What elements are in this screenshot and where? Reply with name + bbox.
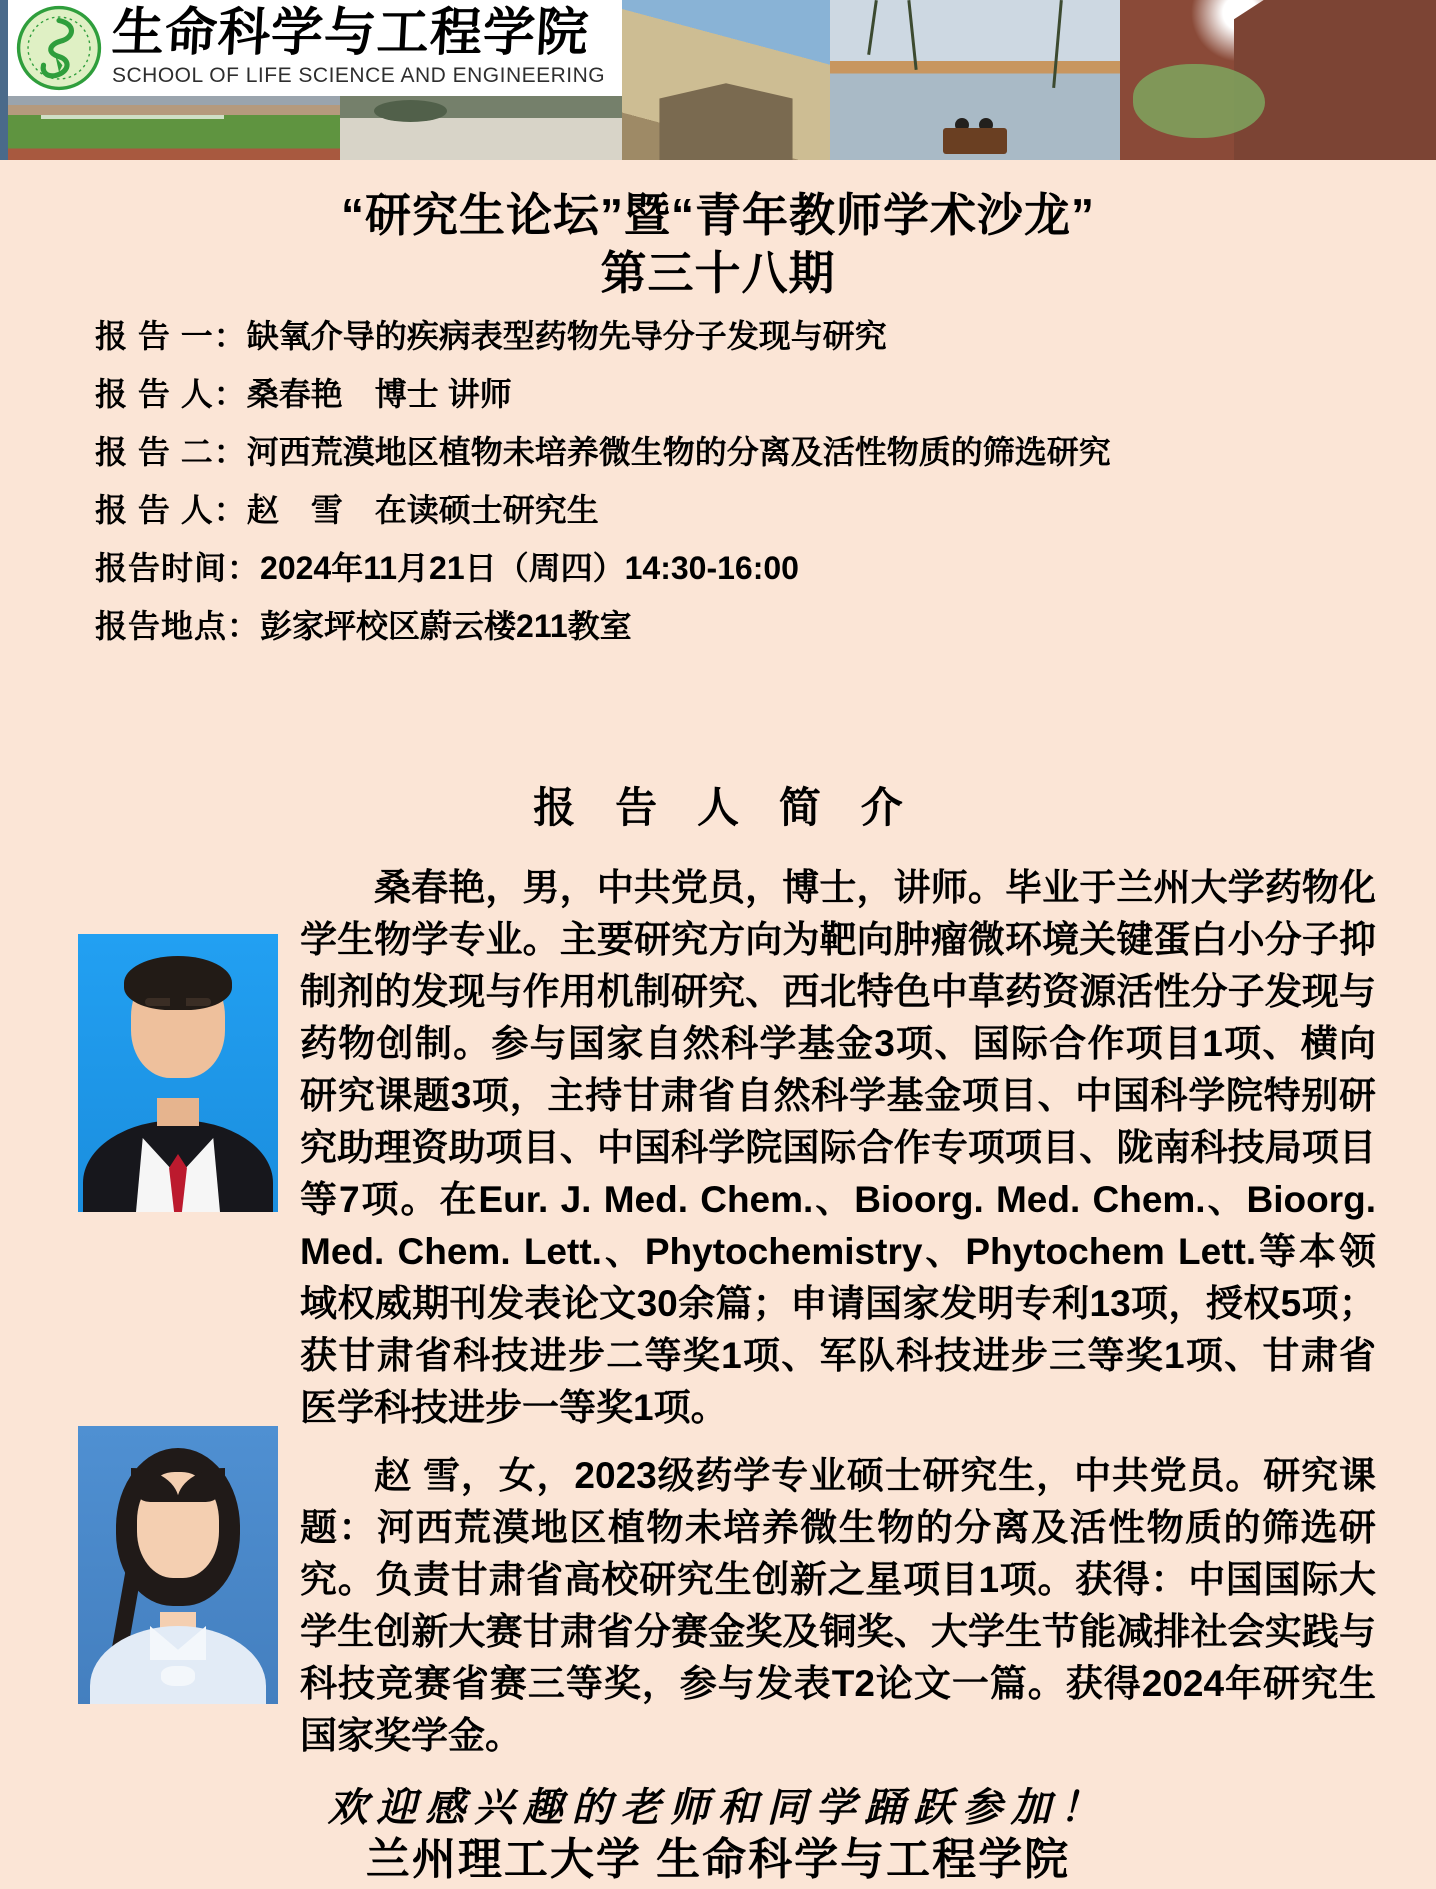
- location-row: [95, 608, 1436, 644]
- bio-sang-chunyan: [0, 862, 1436, 1434]
- campus-pavement-photo: [340, 96, 622, 160]
- head-shape: [131, 964, 225, 1078]
- bio-zhao-xue: [0, 1450, 1436, 1762]
- school-name-chinese: 生命科学与工程学院: [110, 2, 591, 63]
- school-name-english: SCHOOL OF LIFE SCIENCE AND ENGINEERING: [112, 64, 606, 87]
- location-value: 彭家坪校区蔚云楼211教室: [260, 608, 632, 644]
- time-row: [95, 550, 1436, 586]
- welcome-line: 欢迎感兴趣的老师和同学踊跃参加！: [327, 1784, 1109, 1831]
- title-line-2: 第三十八期: [600, 247, 836, 299]
- header-banner: [0, 0, 1436, 160]
- speaker-1-label: 报 告 人：: [95, 376, 247, 412]
- location-label: 报告地点：: [95, 608, 261, 644]
- bench: [943, 128, 1007, 154]
- poster-title: [0, 186, 1436, 302]
- speaker-2-name: 赵 雪 在读硕士研究生: [246, 492, 599, 528]
- campus-entrance-photo: [622, 0, 830, 160]
- report-2-row: [95, 434, 1436, 470]
- time-label: 报告时间：: [95, 550, 261, 586]
- speaker-1-name: 桑春艳 博士 讲师: [246, 376, 512, 412]
- willow-branch: [908, 0, 918, 70]
- female-speaker-id-photo: [78, 1426, 278, 1704]
- willow-branch: [867, 0, 878, 55]
- report-1-row: [95, 318, 1436, 354]
- bio-1-photo-column: [78, 862, 278, 1434]
- time-value: 2024年11月21日（周四）14:30-16:00: [260, 550, 799, 586]
- campus-lake-photo: [830, 0, 1120, 160]
- willow-branch: [1052, 0, 1063, 88]
- school-logo-icon: [16, 5, 102, 91]
- bio-1-text: 桑春艳，男，中共党员，博士，讲师。毕业于兰州大学药物化学生物学专业。主要研究方向为靶向肿瘤微环境关键蛋白小分子抑制剂的发现与作用机制研究、西北特色中草药资源活性分子发现与药物创制。参与国家自然科学基金3项、国际合作项目1项、横向研究课题3项，主持甘肃省自然科学基金项目、中国科学院特别研究助理资助项目、中国科学院国际合作专项项目、陇南科技局项目等7项。在Eur. J. Med. Chem.、Bioorg. Med. Chem.、Bioorg. Med. Chem. Lett.、Phytochemistry、Phytochem Lett.等本领域权威期刊发表论文30余篇；申请国家发明专利13项，授权5项；获甘肃省科技进步二等奖1项、军队科技进步三等奖1项、甘肃省医学科技进步一等奖1项。: [300, 867, 1376, 1428]
- speaker-2-label: 报 告 人：: [95, 492, 247, 528]
- title-line-1: “研究生论坛”暨“青年教师学术沙龙”: [341, 189, 1095, 241]
- speaker-intro-heading: 报告人简介: [533, 784, 943, 831]
- male-speaker-id-photo: [78, 934, 278, 1212]
- header-left-sliver: [0, 0, 8, 160]
- school-header-box: [8, 0, 622, 96]
- bio-2-text: 赵 雪，女，2023级药学专业硕士研究生，中共党员。研究课题：河西荒漠地区植物未培养微生物的分离及活性物质的筛选研究。负责甘肃省高校研究生创新之星项目1项。获得：中国国际大学生创新大赛甘肃省分赛金奖及铜奖、大学生节能减排社会实践与科技竞赛省赛三等奖，参与发表T2论文一篇。获得2024年研究生国家奖学金。: [300, 1455, 1376, 1756]
- speaker-2-row: [95, 492, 1436, 528]
- neck-shape: [157, 1098, 199, 1126]
- report-1-label: 报 告 一：: [95, 318, 247, 354]
- bow-shape: [161, 1666, 195, 1686]
- face-shape: [137, 1472, 219, 1578]
- report-2-label: 报 告 二：: [95, 434, 247, 470]
- speaker-1-row: [95, 376, 1436, 412]
- report-2-title: 河西荒漠地区植物未培养微生物的分离及活性物质的筛选研究: [246, 434, 1111, 470]
- campus-brick-building-photo: [1120, 0, 1436, 160]
- organizer-signature: 兰州理工大学 生命科学与工程学院: [365, 1835, 1071, 1884]
- bio-2-photo-column: [78, 1450, 278, 1762]
- campus-sports-field-photo: [8, 96, 340, 160]
- event-info-list: [95, 318, 1436, 644]
- report-1-title: 缺氧介导的疾病表型药物先导分子发现与研究: [246, 318, 887, 354]
